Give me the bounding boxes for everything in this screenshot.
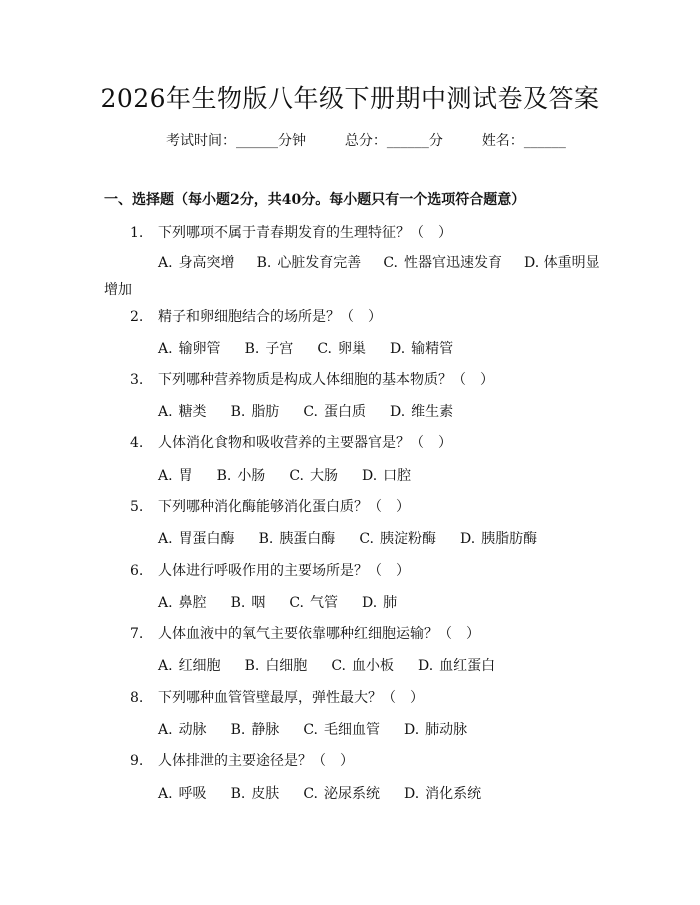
- option: [231, 593, 266, 613]
- option-text: 静脉: [251, 722, 280, 738]
- option-text: 性器官迅速发育: [403, 255, 502, 271]
- option-letter: D.: [389, 404, 406, 420]
- option-letter: D.: [361, 468, 378, 484]
- question-number: 2.: [130, 309, 144, 325]
- option: [418, 656, 495, 676]
- option: [158, 529, 235, 549]
- question-text: 人体消化食物和吸收营养的主要器官是？（ ）: [158, 435, 452, 451]
- option-letter: B.: [230, 404, 246, 420]
- question-stem: [130, 307, 382, 327]
- option-letter: B.: [244, 658, 260, 674]
- option-text: 子宫: [265, 341, 294, 357]
- time-label: 考试时间：: [166, 133, 236, 149]
- time-unit: 分钟: [278, 133, 306, 149]
- option-letter: A.: [158, 341, 173, 357]
- option-letter: D.: [459, 531, 476, 547]
- question-number: 3.: [130, 372, 144, 388]
- question-options: [158, 656, 519, 676]
- option-text: 胰淀粉酶: [379, 531, 436, 547]
- option-letter: C.: [289, 595, 304, 611]
- option-text: 蛋白质: [323, 404, 366, 420]
- question-number: 6.: [130, 563, 144, 579]
- option-text: 身高突增: [178, 255, 235, 271]
- option-letter: B.: [230, 786, 246, 802]
- question-stem: [130, 751, 354, 771]
- option-text: 咽: [251, 595, 266, 611]
- option: [158, 720, 207, 740]
- option: [390, 339, 453, 359]
- option: [317, 339, 366, 359]
- option: [303, 720, 380, 740]
- option-letter: A.: [158, 404, 173, 420]
- option: [289, 466, 338, 486]
- question-number: 1.: [130, 225, 144, 241]
- option: [362, 466, 411, 486]
- option-text: 动脉: [178, 722, 207, 738]
- option-letter: A.: [158, 468, 173, 484]
- option: [245, 656, 308, 676]
- score-label: 总分：: [344, 133, 387, 149]
- option-text: 体重明显增加: [104, 255, 600, 298]
- option-text: 气管: [309, 595, 338, 611]
- option-text: 脂肪: [251, 404, 280, 420]
- question-number: 5.: [130, 499, 144, 515]
- option-letter: B.: [230, 595, 246, 611]
- question-text: 精子和卵细胞结合的场所是？（ ）: [158, 309, 382, 325]
- question-options: [158, 593, 421, 613]
- option-text: 血小板: [351, 658, 394, 674]
- question-stem: [130, 497, 410, 517]
- option-text: 消化系统: [425, 786, 482, 802]
- option-text: 毛细血管: [323, 722, 380, 738]
- option-letter: B.: [216, 468, 232, 484]
- option: [158, 656, 221, 676]
- option-text: 呼吸: [178, 786, 207, 802]
- option: [359, 529, 436, 549]
- question-text: 人体血液中的氧气主要依靠哪种红细胞运输？（ ）: [158, 626, 480, 642]
- question-text: 下列哪种血管管壁最厚，弹性最大？（ ）: [158, 690, 424, 706]
- option-letter: B.: [230, 722, 246, 738]
- option: [303, 784, 380, 804]
- question-stem: [130, 688, 424, 708]
- option: [158, 466, 193, 486]
- option: [231, 402, 280, 422]
- option: [259, 529, 336, 549]
- option: [231, 784, 280, 804]
- option-text: 红细胞: [178, 658, 221, 674]
- option-text: 口腔: [383, 468, 412, 484]
- option: [231, 720, 280, 740]
- page-title: 2026年生物版八年级下册期中测试卷及答案: [100, 84, 600, 113]
- question-stem: [130, 624, 480, 644]
- option-letter: B.: [256, 255, 272, 271]
- option-text: 血红蛋白: [439, 658, 496, 674]
- option: [158, 339, 221, 359]
- option: [383, 250, 502, 277]
- option: [331, 656, 394, 676]
- option-text: 胰蛋白酶: [279, 531, 336, 547]
- option-letter: D.: [403, 722, 420, 738]
- option-text: 糖类: [178, 404, 207, 420]
- option-letter: D.: [523, 255, 540, 271]
- option-text: 肺动脉: [425, 722, 468, 738]
- option-letter: A.: [158, 786, 173, 802]
- question-stem: [130, 433, 452, 453]
- option: [460, 529, 537, 549]
- option-text: 胃: [178, 468, 193, 484]
- question-options: [158, 784, 505, 804]
- option: [390, 402, 453, 422]
- question-text: 下列哪种营养物质是构成人体细胞的基本物质？（ ）: [158, 372, 494, 388]
- option: [404, 720, 467, 740]
- option-text: 肺: [383, 595, 398, 611]
- option-letter: D.: [417, 658, 434, 674]
- option: [245, 339, 294, 359]
- exam-meta: [166, 131, 566, 151]
- question-number: 9.: [130, 753, 144, 769]
- question-stem: [130, 223, 452, 243]
- option: [158, 402, 207, 422]
- question-text: 下列哪种消化酶能够消化蛋白质？（ ）: [158, 499, 410, 515]
- question-stem: [130, 370, 494, 390]
- option-letter: D.: [361, 595, 378, 611]
- option-letter: D.: [389, 341, 406, 357]
- option-text: 心脏发育完善: [277, 255, 362, 271]
- time-blank: ______: [236, 133, 278, 149]
- option: [158, 784, 207, 804]
- option: [362, 593, 397, 613]
- option-letter: A.: [158, 255, 173, 271]
- question-number: 4.: [130, 435, 144, 451]
- score-blank: ______: [386, 133, 429, 149]
- question-options: [158, 339, 477, 359]
- option-letter: C.: [303, 404, 318, 420]
- option: [158, 250, 235, 277]
- option-text: 鼻腔: [178, 595, 207, 611]
- option: [289, 593, 338, 613]
- question-text: 下列哪项不属于青春期发育的生理特征？（ ）: [158, 225, 452, 241]
- name-label: 姓名：: [481, 133, 524, 149]
- option-letter: A.: [158, 531, 173, 547]
- option: [257, 250, 362, 277]
- question-options: [158, 529, 561, 549]
- option-text: 白细胞: [265, 658, 308, 674]
- section-heading: 一、选择题（每小题2分，共40分。每小题只有一个选项符合题意）: [104, 192, 526, 208]
- question-options: [104, 250, 604, 304]
- name-blank: ______: [523, 133, 566, 149]
- option-text: 胃蛋白酶: [178, 531, 235, 547]
- option-letter: C.: [303, 786, 318, 802]
- question-options: [158, 720, 491, 740]
- option-letter: C.: [317, 341, 332, 357]
- option-text: 维生素: [411, 404, 454, 420]
- option-text: 卵巢: [337, 341, 366, 357]
- option-letter: A.: [158, 722, 173, 738]
- option-letter: D.: [403, 786, 420, 802]
- option-text: 泌尿系统: [323, 786, 380, 802]
- question-options: [158, 402, 477, 422]
- option-letter: C.: [303, 722, 318, 738]
- option: [217, 466, 266, 486]
- option: [303, 402, 366, 422]
- option-letter: B.: [258, 531, 274, 547]
- option-text: 输卵管: [178, 341, 221, 357]
- option: [404, 784, 481, 804]
- option-text: 小肠: [237, 468, 266, 484]
- question-text: 人体进行呼吸作用的主要场所是？（ ）: [158, 563, 410, 579]
- score-unit: 分: [428, 133, 443, 149]
- option-text: 大肠: [309, 468, 338, 484]
- option-letter: C.: [289, 468, 304, 484]
- option-text: 胰脂肪酶: [481, 531, 538, 547]
- question-number: 8.: [130, 690, 144, 706]
- option-letter: C.: [383, 255, 398, 271]
- option-text: 输精管: [411, 341, 454, 357]
- option-letter: C.: [331, 658, 346, 674]
- question-text: 人体排泄的主要途径是？（ ）: [158, 753, 354, 769]
- question-options: [158, 466, 435, 486]
- option-letter: A.: [158, 658, 173, 674]
- option: [158, 593, 207, 613]
- question-number: 7.: [130, 626, 144, 642]
- option-letter: B.: [244, 341, 260, 357]
- option-text: 皮肤: [251, 786, 280, 802]
- question-stem: [130, 561, 410, 581]
- option-letter: C.: [359, 531, 374, 547]
- option-letter: A.: [158, 595, 173, 611]
